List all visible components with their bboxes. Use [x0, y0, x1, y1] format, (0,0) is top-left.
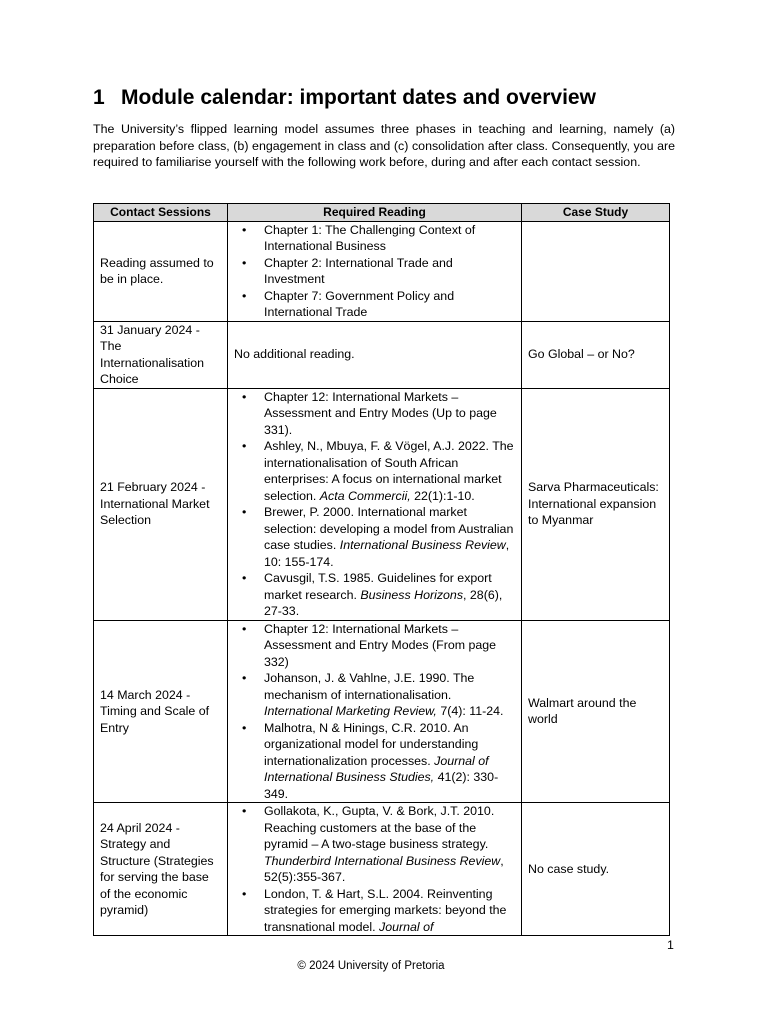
reading-cell: [228, 620, 522, 803]
session-cell: 21 February 2024 - International Market Selection: [94, 388, 228, 620]
section-number: 1: [93, 86, 105, 109]
bullet-icon: •: [242, 389, 247, 404]
reading-source-title: Business Horizons: [360, 587, 464, 602]
reading-list: [234, 621, 515, 803]
reading-text: 7(4): 11-24.: [436, 704, 504, 718]
reading-text: 22(1):1-10.: [410, 488, 475, 503]
bullet-icon: •: [242, 571, 247, 585]
reading-cell: No additional reading.: [228, 321, 522, 388]
bullet-icon: •: [242, 505, 247, 519]
reading-source-title: International Business Review: [339, 538, 506, 552]
reading-text: Chapter 2: International Trade and Investment: [264, 255, 453, 286]
reading-item: [242, 803, 515, 886]
bullet-icon: •: [242, 222, 247, 237]
session-cell: 31 January 2024 - The Internationalisation Choice: [94, 321, 228, 388]
reading-source-title: Journal of International Business Studies,: [264, 753, 489, 784]
reading-text: Chapter 12: International Markets – Assessment and Entry Modes (From page 332): [264, 621, 497, 669]
case-cell: Sarva Pharmaceuticals: International expansion to Myanmar: [522, 388, 670, 620]
reading-item: [242, 720, 515, 803]
bullet-icon: •: [242, 720, 247, 735]
reading-item: [242, 621, 515, 671]
reading-text: Johanson, J. & Vahlne, J.E. 1990. The mechanism of internationalisation.: [264, 671, 475, 702]
header-contact-sessions: Contact Sessions: [94, 204, 228, 222]
reading-cell: [228, 221, 522, 321]
reading-source-title: Acta Commercii,: [319, 488, 411, 503]
bullet-icon: •: [242, 255, 247, 270]
bullet-icon: •: [242, 439, 247, 453]
page-number: 1: [667, 938, 674, 952]
case-cell: Walmart around the world: [522, 620, 670, 803]
table-row: [94, 803, 670, 936]
module-calendar-table: [93, 203, 670, 936]
case-cell: Go Global – or No?: [522, 321, 670, 388]
reading-text: Malhotra, N & Hinings, C.R. 2010. An organizational model for understanding internationalization processes.: [264, 720, 479, 768]
session-cell: Reading assumed to be in place.: [94, 221, 228, 321]
reading-text: Chapter 1: The Challenging Context of International Business: [264, 222, 476, 253]
bullet-icon: •: [242, 886, 247, 901]
reading-text: Cavusgil, T.S. 1985. Guidelines for export market research.: [264, 571, 492, 602]
reading-item: [242, 670, 515, 720]
reading-source-title: Thunderbird International Business Review: [264, 853, 501, 868]
bullet-icon: •: [242, 621, 247, 636]
reading-list: [234, 222, 515, 321]
table-row: [94, 221, 670, 321]
copyright-footer: © 2024 University of Pretoria: [297, 960, 445, 972]
reading-source-title: International Marketing Review,: [264, 704, 437, 718]
reading-item: [242, 438, 515, 504]
reading-text: Brewer, P. 2000. International market selection: developing a model from Australian case studies.: [264, 505, 514, 552]
reading-text: 41(2): 330-349.: [264, 770, 499, 801]
reading-item: [242, 570, 515, 620]
reading-text: London, T. & Hart, S.L. 2004. Reinventing strategies for emerging markets: beyond the transnational model.: [264, 886, 507, 934]
reading-text: Gollakota, K., Gupta, V. & Bork, J.T. 2010. Reaching customers at the base of the pyramid – A two-stage business strategy.: [264, 804, 495, 851]
reading-text: , 52(5):355-367.: [264, 853, 504, 884]
header-required-reading: Required Reading: [228, 204, 522, 222]
table-header-row: [94, 204, 670, 222]
section-heading: [93, 86, 596, 110]
reading-item: [242, 504, 515, 570]
reading-text: Chapter 7: Government Policy and International Trade: [264, 288, 455, 319]
bullet-icon: •: [242, 288, 247, 303]
intro-paragraph: The University’s flipped learning model assumes three phases in teaching and learning, namely (a) preparation before class, (b) engagement in class and (c) consolidation after class. Consequently, you are required to familiarise yourself with the following work before, during and after each contact session.: [93, 122, 675, 169]
reading-item: [242, 222, 515, 255]
table-row: [94, 321, 670, 388]
table-row: [94, 388, 670, 620]
case-cell: No case study.: [522, 803, 670, 936]
session-cell: 14 March 2024 - Timing and Scale of Entry: [94, 620, 228, 803]
bullet-icon: •: [242, 671, 247, 685]
reading-list: [234, 389, 515, 620]
case-cell: [522, 221, 670, 321]
session-cell: 24 April 2024 - Strategy and Structure (Strategies for serving the base of the economic pyramid): [94, 803, 228, 936]
reading-cell: [228, 388, 522, 620]
table-row: [94, 620, 670, 803]
reading-text: Ashley, N., Mbuya, F. & Vögel, A.J. 2022. The internationalisation of South African enterprises: A focus on international market selection.: [264, 439, 514, 503]
header-case-study: Case Study: [522, 204, 670, 222]
reading-source-title: Journal of: [379, 919, 434, 934]
reading-list: [234, 803, 515, 935]
reading-text: Chapter 12: International Markets – Assessment and Entry Modes (Up to page 331).: [264, 389, 497, 437]
reading-item: [242, 288, 515, 321]
reading-item: [242, 255, 515, 288]
reading-item: [242, 886, 515, 936]
section-title: Module calendar: important dates and overview: [121, 86, 596, 109]
reading-text: , 10: 155-174.: [264, 538, 510, 569]
reading-item: [242, 389, 515, 439]
reading-cell: [228, 803, 522, 936]
reading-text: , 28(6), 27-33.: [264, 587, 503, 618]
bullet-icon: •: [242, 804, 247, 818]
